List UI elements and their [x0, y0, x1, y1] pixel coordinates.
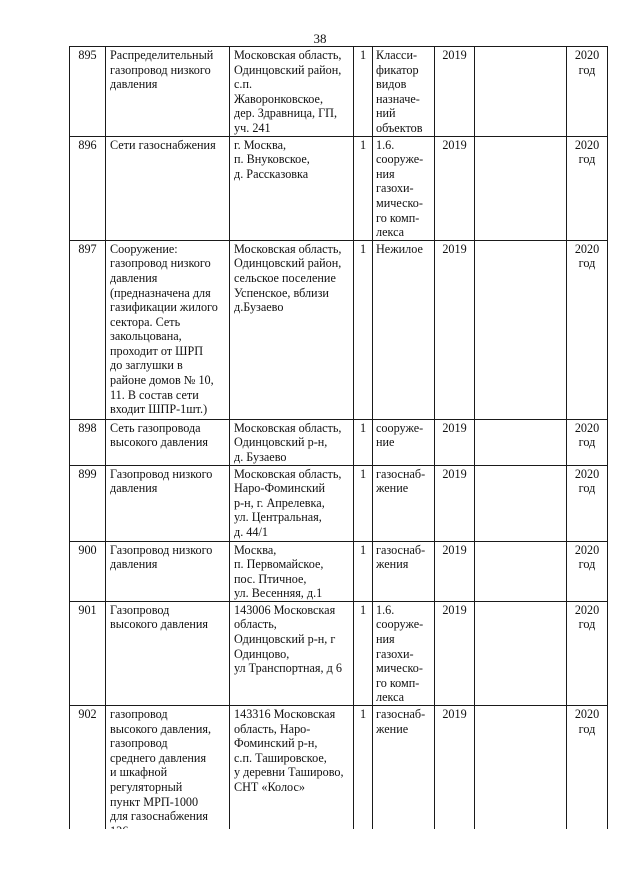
empty-cell	[475, 240, 567, 419]
object-address: Московская область, Одинцовский р-н, д. Бузаево	[230, 419, 354, 465]
table-row	[70, 136, 608, 240]
row-number: 898	[70, 419, 106, 465]
row-number: 901	[70, 601, 106, 705]
object-year: 2019	[435, 419, 475, 465]
object-address: г. Москва, п. Внуковское, д. Рассказовка	[230, 136, 354, 240]
object-classification: сооруже- ние	[373, 419, 435, 465]
object-classification: газоснаб- жение	[373, 706, 435, 856]
empty-cell	[475, 465, 567, 541]
object-year: 2019	[435, 240, 475, 419]
object-name: Распределительный газопровод низкого давления	[106, 47, 230, 137]
object-name: Газопровод низкого давления	[106, 465, 230, 541]
object-address: Московская область, Наро-Фоминский р-н, г. Апрелевка, ул. Центральная, д. 44/1	[230, 465, 354, 541]
row-number: 897	[70, 240, 106, 419]
empty-cell	[475, 601, 567, 705]
object-name: Сети газоснабжения	[106, 136, 230, 240]
object-period: 2020 год	[567, 541, 608, 601]
object-quantity: 1	[354, 601, 373, 705]
object-classification: Нежилое	[373, 240, 435, 419]
object-classification: Класси- фикатор видов назначе- ний объектов	[373, 47, 435, 137]
object-year: 2019	[435, 465, 475, 541]
object-name: Сооружение: газопровод низкого давления (предназначена для газификации жилого сектора. Сеть закольцована, проходит от ШРП до заглушки в районе домов № 10, 11. В состав сети входит ШПР-1шт.)	[106, 240, 230, 419]
object-quantity: 1	[354, 419, 373, 465]
object-year: 2019	[435, 541, 475, 601]
object-period: 2020 год	[567, 706, 608, 856]
table-row	[70, 419, 608, 465]
page-number: 38	[313, 31, 327, 46]
object-name: Газопровод низкого давления	[106, 541, 230, 601]
object-year: 2019	[435, 706, 475, 856]
object-period: 2020 год	[567, 465, 608, 541]
object-quantity: 1	[354, 47, 373, 137]
row-number: 895	[70, 47, 106, 137]
object-year: 2019	[435, 601, 475, 705]
object-classification: 1.6. сооруже- ния газохи- мическо- го комп- лекса	[373, 136, 435, 240]
table-row	[70, 47, 608, 137]
object-quantity: 1	[354, 706, 373, 856]
object-period: 2020 год	[567, 136, 608, 240]
empty-cell	[475, 47, 567, 137]
object-classification: 1.6. сооруже- ния газохи- мическо- го комп- лекса	[373, 601, 435, 705]
row-number: 896	[70, 136, 106, 240]
object-classification: газоснаб- жение	[373, 465, 435, 541]
page-bottom-margin	[0, 829, 640, 886]
table-row	[70, 465, 608, 541]
object-quantity: 1	[354, 465, 373, 541]
registry-table	[69, 46, 608, 856]
row-number: 899	[70, 465, 106, 541]
object-year: 2019	[435, 47, 475, 137]
object-name: Газопровод высокого давления	[106, 601, 230, 705]
object-period: 2020 год	[567, 240, 608, 419]
object-address: 143316 Московская область, Наро- Фоминский р-н, с.п. Ташировское, у деревни Таширово, СНТ «Колос»	[230, 706, 354, 856]
object-quantity: 1	[354, 240, 373, 419]
object-name: газопровод высокого давления, газопровод среднего давления и шкафной регуляторный пункт МРП-1000 для газоснабжения	[106, 706, 230, 856]
object-address: Московская область, Одинцовский район, сельское поселение Успенское, вблизи д.Бузаево	[230, 240, 354, 419]
empty-cell	[475, 136, 567, 240]
object-address: Московская область, Одинцовский район, с.п. Жаворонковское, дер. Здравница, ГП, уч. 241	[230, 47, 354, 137]
object-address: 143006 Московская область, Одинцовский р-н, г Одинцово, ул Транспортная, д 6	[230, 601, 354, 705]
object-quantity: 1	[354, 136, 373, 240]
object-name: Сеть газопровода высокого давления	[106, 419, 230, 465]
empty-cell	[475, 419, 567, 465]
empty-cell	[475, 541, 567, 601]
table-row	[70, 541, 608, 601]
object-address: Москва, п. Первомайское, пос. Птичное, ул. Весенняя, д.1	[230, 541, 354, 601]
object-classification: газоснаб- жения	[373, 541, 435, 601]
object-period: 2020 год	[567, 419, 608, 465]
object-period: 2020 год	[567, 601, 608, 705]
object-year: 2019	[435, 136, 475, 240]
table-row	[70, 601, 608, 705]
table-row	[70, 240, 608, 419]
object-quantity: 1	[354, 541, 373, 601]
object-period: 2020 год	[567, 47, 608, 137]
row-number: 900	[70, 541, 106, 601]
row-number: 902	[70, 706, 106, 856]
